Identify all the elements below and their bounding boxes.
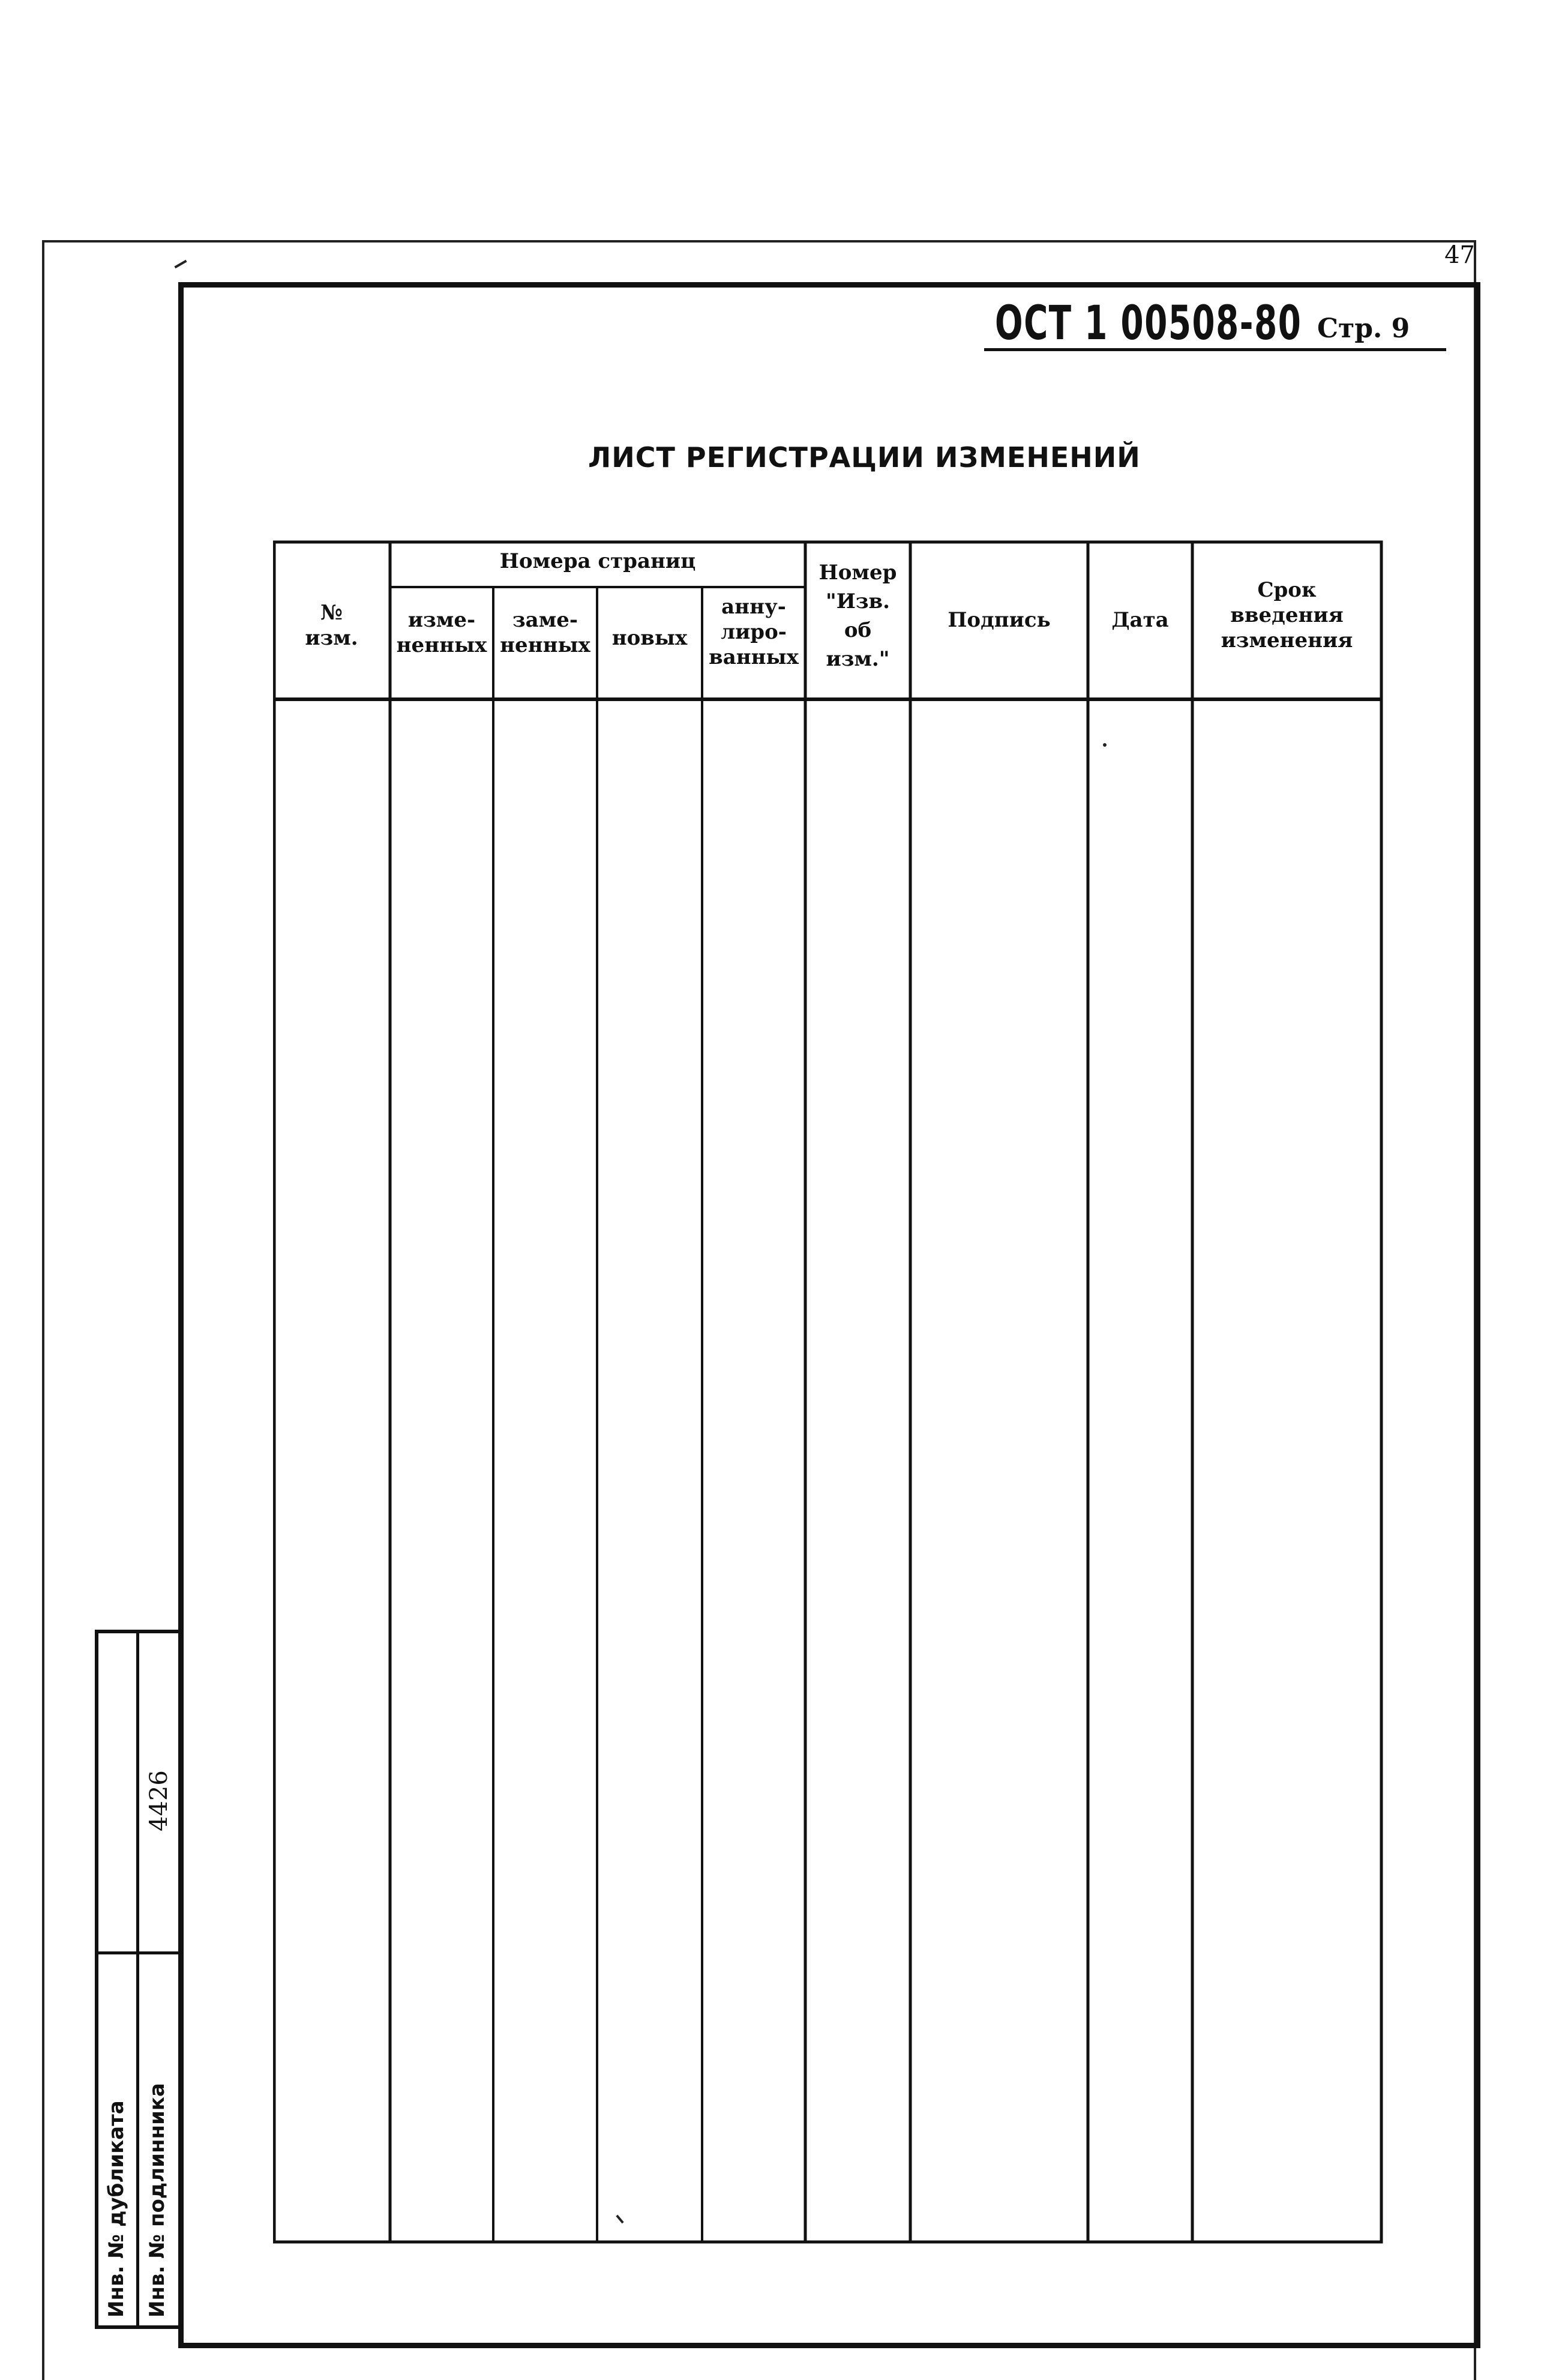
standard-code: ОСТ 1 00508-80 xyxy=(995,297,1302,351)
col-header-effective-term: Срок введения изменения xyxy=(1221,578,1353,652)
col-header-change-number: № изм. xyxy=(305,601,358,650)
col-header-replaced: заме- ненных xyxy=(500,608,590,657)
inv-duplicate-label: Инв. № дубликата xyxy=(104,2100,128,2318)
group-header-page-numbers: Номера страниц xyxy=(499,549,696,573)
page-number: 47 xyxy=(1444,241,1475,269)
col-header-new: новых xyxy=(611,626,688,650)
col-header-changed: изме- ненных xyxy=(396,608,487,657)
change-registration-table xyxy=(273,540,1383,2245)
col-header-annulled: анну- лиро- ванных xyxy=(709,595,799,669)
col-header-notice-number: Номер "Изв. об изм." xyxy=(819,561,897,671)
col-header-date: Дата xyxy=(1111,608,1169,632)
inv-original-value: 4426 xyxy=(145,1770,173,1831)
standard-header xyxy=(984,294,1446,351)
scan-mark-dot xyxy=(1103,743,1107,747)
page-label: Стр. 9 xyxy=(1317,313,1410,344)
table-grid-lines xyxy=(273,540,1383,2245)
inv-original-label: Инв. № подлинника xyxy=(145,2083,169,2318)
document-title: ЛИСТ РЕГИСТРАЦИИ ИЗМЕНЕНИЙ xyxy=(588,441,1141,474)
col-header-signature: Подпись xyxy=(948,608,1051,632)
stamp-column-divider xyxy=(136,1633,139,2325)
inventory-stamp xyxy=(95,1630,179,2329)
stamp-row-divider xyxy=(98,1951,179,1954)
